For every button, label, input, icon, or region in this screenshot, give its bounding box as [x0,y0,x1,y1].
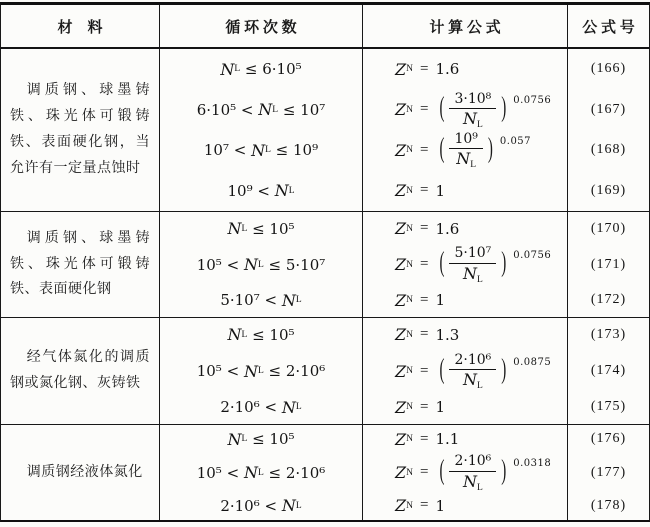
formula-number: (167) [567,90,649,131]
formula: Z N = ( $\frac{\text{3·10⁸}}{N_L}$ ) 0.0756 [362,90,567,131]
open-paren: ( [439,248,445,279]
material-text: 经气体氮化的调质钢或氮化钢、灰铸铁 [10,350,150,391]
open-paren: ( [439,456,445,487]
cycles-condition: N L ≤ 10⁵ [159,212,362,245]
formula-number: (175) [567,390,649,424]
cycles-condition: 10⁷ < N L ≤ 10⁹ [159,130,362,171]
material-group-3 [1,317,649,424]
formula: Z N = 1.6 [362,212,567,245]
close-paren: ) [501,93,507,124]
formula: Z N = ( $\frac{\text{5·10⁷}}{N_L}$ ) 0.0756 [362,245,567,283]
material-cell [1,425,159,520]
cycles-condition: 5·10⁷ < N L [159,284,362,317]
cycles-condition: 2·10⁶ < N L [159,492,362,520]
material-text: 调质钢经液体氮化 [26,464,143,480]
formula: Z N = 1 [362,284,567,317]
header-material: 材 料 [57,19,103,36]
formula: Z N = ( $\frac{\text{2·10⁶}}{N_L}$ ) 0.0318 [362,453,567,491]
open-paren: ( [439,93,445,124]
formula: Z N = 1.6 [362,49,567,90]
open-paren: ( [439,134,445,165]
life-factor-table [0,2,650,522]
fraction: $\frac{\text{2·10⁶}}{N_L}$ [449,453,496,491]
exponent: 0.057 [499,135,532,147]
material-text: 调质钢、球墨铸铁、珠光体可锻铸铁、表面硬化钢 [10,230,150,298]
formula: Z N = 1 [362,390,567,424]
exponent: 0.0756 [513,250,552,261]
header-formula-number: 公 式 号 [567,5,649,47]
cycles-condition: N L ≤ 10⁵ [159,425,362,453]
header-cycle-count: 循 环 次 数 [159,5,362,47]
fraction: $\frac{\text{3·10⁸}}{N_L}$ [449,91,496,129]
fraction: $\frac{\text{2·10⁶}}{N_L}$ [449,352,496,390]
exponent: 0.0318 [513,458,552,469]
formula-number: (168) [567,130,649,171]
formula: Z N = 1.1 [362,425,567,453]
formula-number: (171) [567,245,649,283]
formula: Z N = 1.3 [362,318,567,352]
close-paren: ) [501,354,507,386]
open-paren: ( [439,354,445,386]
formula: Z N = 1 [362,492,567,520]
formula-number: (177) [567,453,649,491]
exponent: 0.0756 [513,95,552,107]
table-header-row [1,5,649,49]
cycles-condition: 10⁹ < N L [159,171,362,212]
material-group-2 [1,211,649,317]
cycles-condition: 10⁵ < N L ≤ 5·10⁷ [159,245,362,283]
material-text: 调质钢、球墨铸铁、珠光体可锻铸铁、表面硬化钢，当允许有一定量点蚀时 [10,83,150,176]
cycles-condition: N L ≤ 6·10⁵ [159,49,362,90]
formula-number: (176) [567,425,649,453]
exponent: 0.0875 [513,356,552,368]
cycles-condition: 2·10⁶ < N L [159,390,362,424]
close-paren: ) [501,248,507,279]
formula-number: (178) [567,492,649,520]
formula: Z N = ( $\frac{\text{2·10⁶}}{N_L}$ ) 0.0875 [362,352,567,390]
cycles-condition: 10⁵ < N L ≤ 2·10⁶ [159,453,362,491]
formula-number: (169) [567,171,649,212]
cycles-condition: 10⁵ < N L ≤ 2·10⁶ [159,352,362,390]
material-cell [1,318,159,424]
formula-number: (166) [567,49,649,90]
cycles-condition: N L ≤ 10⁵ [159,318,362,352]
formula: Z N = 1 [362,171,567,212]
formula-number: (172) [567,284,649,317]
formula: Z N = ( $\frac{\text{10⁹}}{N_L}$ ) 0.057 [362,130,567,171]
close-paren: ) [487,134,493,165]
header-calc-formula: 计 算 公 式 [362,5,567,47]
material-cell [1,212,159,317]
fraction: $\frac{\text{5·10⁷}}{N_L}$ [449,245,496,283]
material-cell [1,49,159,211]
material-group-1 [1,49,649,211]
close-paren: ) [501,456,507,487]
fraction: $\frac{\text{10⁹}}{N_L}$ [449,131,482,169]
formula-number: (173) [567,318,649,352]
formula-number: (174) [567,352,649,390]
material-group-4 [1,424,649,520]
cycles-condition: 6·10⁵ < N L ≤ 10⁷ [159,90,362,131]
formula-number: (170) [567,212,649,245]
